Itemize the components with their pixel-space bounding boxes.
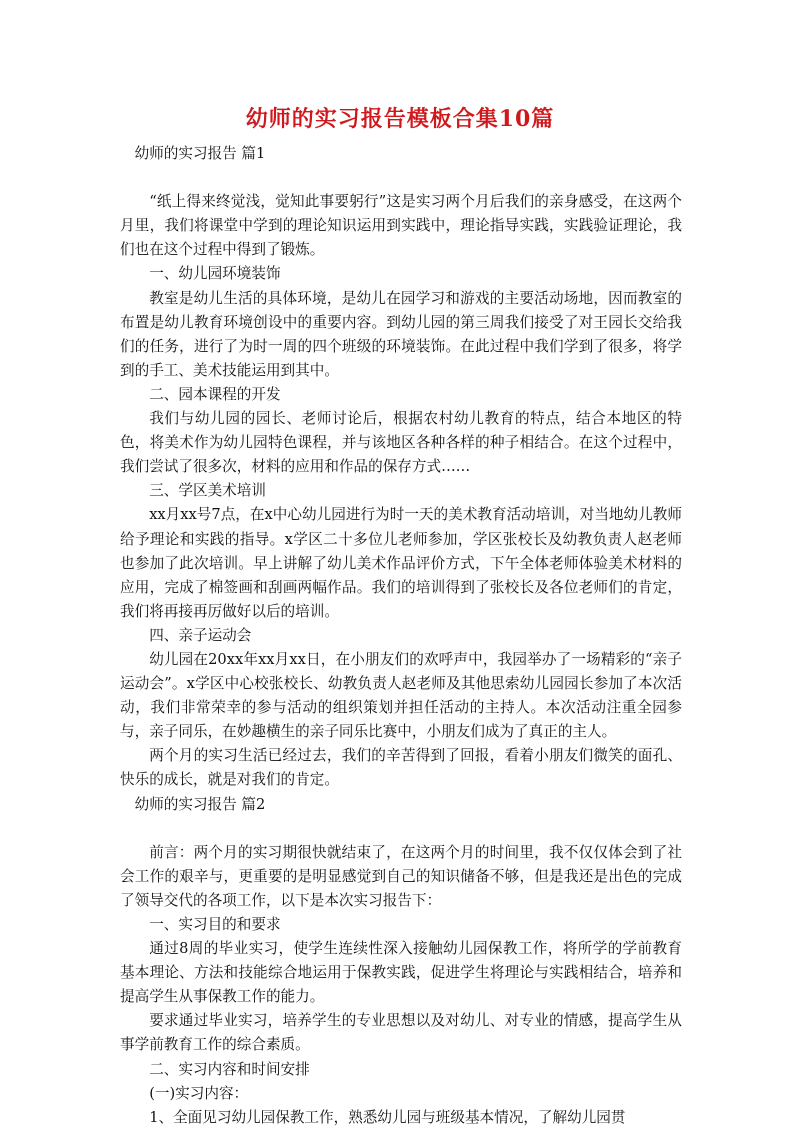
document-title: 幼师的实习报告模板合集10篇 [245, 106, 555, 132]
paragraph: 幼儿园在20xx年xx月xx日，在小朋友们的欢呼声中，我园举办了一场精彩的“亲子运动会”。x学区中心校张校长、幼教负责人赵老师及其他思索幼儿园园长参加了本次活动，我们非常荣幸的参与活动的组织策划并担任活动的主持人。本次活动注重全园参与，亲子同乐，在妙趣横生的亲子同乐比赛中，小朋友们成为了真正的主人。 [120, 650, 682, 741]
blank-line [120, 817, 682, 841]
paragraph: 四、亲子运动会 [149, 626, 252, 644]
blank-line [120, 166, 682, 190]
paragraph: 幼师的实习报告 篇2 [134, 795, 266, 813]
paragraph: 一、实习目的和要求 [149, 916, 281, 933]
paragraph: 两个月的实习生活已经过去，我们的辛苦得到了回报，看着小朋友们微笑的面孔、快乐的成长，就是对我们的肯定。 [120, 747, 682, 789]
paragraph: 1、全面见习幼儿园保教工作，熟悉幼儿园与班级基本情况，了解幼儿园贯 [149, 1108, 626, 1126]
paragraph: 我们与幼儿园的园长、老师讨论后，根据农村幼儿教育的特点，结合本地区的特色，将美术作为幼儿园特色课程，并与该地区各种各样的种子相结合。在这个过程中，我们尝试了很多次，材料的应用和作品的保存方式…… [120, 410, 682, 476]
paragraph: 二、实习内容和时间安排 [149, 1060, 310, 1078]
paragraph: 通过8周的毕业实习，使学生连续性深入接触幼儿园保教工作，将所学的学前教育基本理论、方法和技能综合地运用于保教实践，促进学生将理论与实践相结合，培养和提高学生从事保教工作的能力。 [120, 940, 682, 1006]
paragraph: 要求通过毕业实习，培养学生的专业思想以及对幼儿、对专业的情感，提高学生从事学前教育工作的综合素质。 [120, 1012, 682, 1054]
paragraph: 幼师的实习报告 篇1 [134, 145, 266, 162]
paragraph: 教室是幼儿生活的具体环境，是幼儿在园学习和游戏的主要活动场地，因而教室的布置是幼儿教育环境创设中的重要内容。到幼儿园的第三周我们接受了对王园长交给我们的任务，进行了为时一周的四个班级的环境装饰。在此过程中我们学到了很多，将学到的手工、美术技能运用到其中。 [120, 289, 682, 379]
paragraph: “纸上得来终觉浅，觉知此事要躬行”这是实习两个月后我们的亲身感受，在这两个月里，我们将课堂中学到的理论知识运用到实践中，理论指导实践，实践验证理论，我们也在这个过程中得到了锻炼。 [120, 193, 682, 259]
paragraph: 二、园本课程的开发 [149, 385, 281, 403]
paragraph: (一)实习内容： [149, 1084, 249, 1102]
paragraph: 三、学区美术培训 [149, 482, 266, 500]
document-body [120, 142, 682, 1130]
paragraph: 一、幼儿园环境装饰 [149, 265, 281, 283]
paragraph: 前言：两个月的实习期很快就结束了，在这两个月的时间里，我不仅仅体会到了社会工作的艰辛与，更重要的是明显感觉到自己的知识储备不够，但是我还是出色的完成了领导交代的各项工作，以下是本次实习报告下： [120, 843, 682, 909]
paragraph: xx月xx号7点，在x中心幼儿园进行为时一天的美术教育活动培训，对当地幼儿教师给予理论和实践的指导。x学区二十多位儿老师参加，学区张校长及幼教负责人赵老师也参加了此次培训。早上讲解了幼儿美术作品评价方式，下午全体老师体验美术材料的应用，完成了棉签画和刮画两幅作品。我们的培训得到了张校长及各位老师们的肯定，我们将再接再厉做好以后的培训。 [120, 506, 682, 620]
